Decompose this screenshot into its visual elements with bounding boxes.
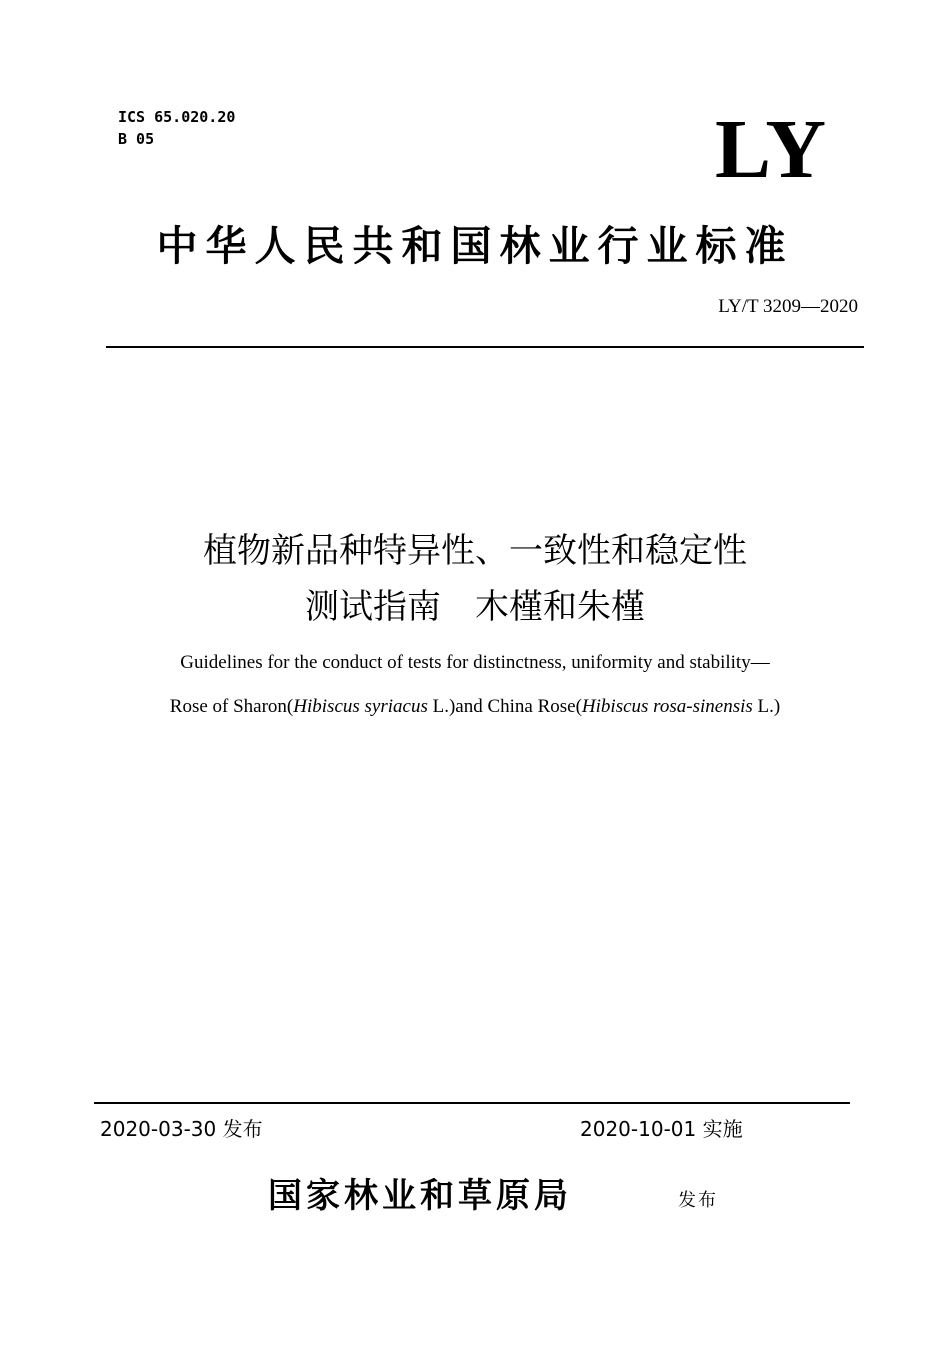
issue-label: 发布: [222, 1117, 263, 1141]
ly-logo: LY: [715, 103, 828, 196]
implement-date-line: [580, 1113, 743, 1142]
english-title-line-2: [0, 696, 950, 718]
implement-date: 2020-10-01: [580, 1117, 697, 1141]
chinese-title-line-1: 植物新品种特异性、一致性和稳定性: [203, 531, 747, 571]
english-title-part: Rose of Sharon(: [169, 696, 294, 717]
english-title-line-1: Guidelines for the conduct of tests for distinctness, uniformity and stability—: [180, 652, 770, 673]
issue-date-line: [100, 1113, 263, 1142]
standard-title: 中华人民共和国林业行业标准: [156, 222, 794, 270]
classification-codes: [118, 106, 235, 150]
chinese-title-line-2: 测试指南 木槿和朱槿: [305, 587, 645, 627]
species-name-rosa-sinensis: Hibiscus rosa-sinensis: [581, 696, 753, 717]
issue-date: 2020-03-30: [100, 1117, 217, 1141]
species-name-syriacus: Hibiscus syriacus: [293, 696, 428, 717]
ccs-code: B 05: [118, 130, 155, 148]
publish-word: 发布: [678, 1190, 718, 1211]
publisher-name: 国家林业和草原局: [268, 1178, 572, 1215]
standard-code: LY/T 3209—2020: [718, 296, 858, 317]
implement-label: 实施: [702, 1117, 743, 1141]
bottom-divider: [94, 1102, 850, 1104]
top-divider: [106, 346, 864, 348]
english-title-part: L.): [752, 696, 781, 717]
english-title-part: L.)and China Rose(: [427, 696, 582, 717]
ics-code: ICS 65.020.20: [118, 108, 236, 126]
